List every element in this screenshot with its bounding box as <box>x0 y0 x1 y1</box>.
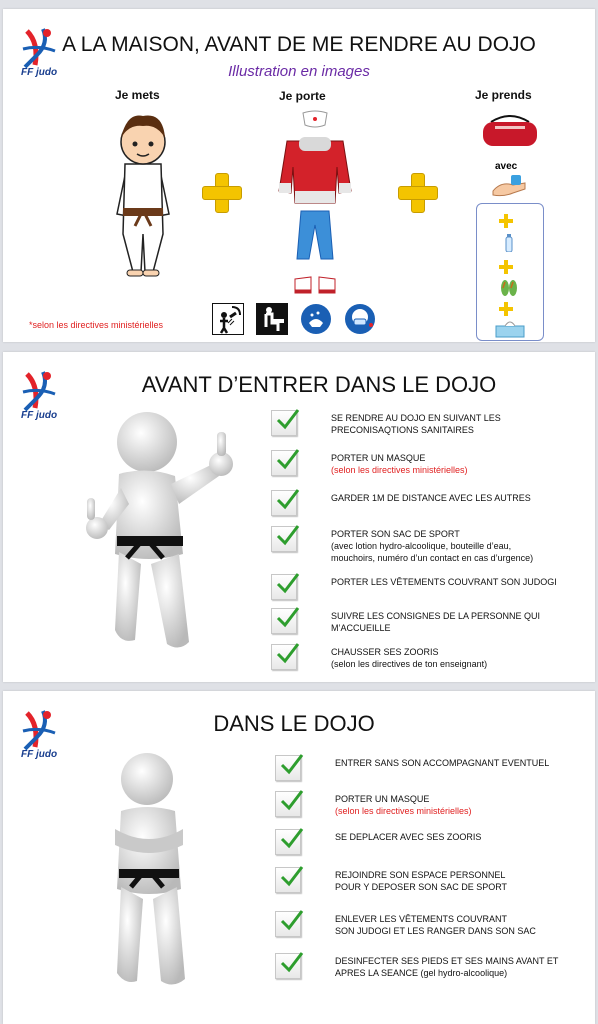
item-line: PORTER LES VÊTEMENTS COUVRANT SON JUDOGI <box>331 577 557 587</box>
page-title: A LA MAISON, AVANT DE ME RENDRE AU DOJO <box>62 33 536 56</box>
item-line: ENLEVER LES VÊTEMENTS COUVRANT <box>335 914 508 924</box>
plus-icon <box>398 173 438 213</box>
checkbox-checked-icon <box>275 911 301 937</box>
mask-face-icon <box>344 303 376 335</box>
item-line: SE RENDRE AU DOJO EN SUIVANT LES <box>331 413 501 423</box>
hand-gel-icon <box>491 173 527 199</box>
ffjudo-logo: FF judo <box>17 25 67 85</box>
zooris-sandals-icon <box>499 280 519 296</box>
checkbox-checked-icon <box>271 490 297 516</box>
checkbox-checked-icon <box>275 829 301 855</box>
checkbox-checked-icon <box>271 450 297 476</box>
item-line: ENTRER SANS SON ACCOMPAGNANT EVENTUEL <box>335 758 550 768</box>
checkbox-checked-icon <box>271 574 297 600</box>
col-header-mets: Je mets <box>115 88 160 102</box>
item-note-red: (selon les directives ministérielles) <box>335 806 472 816</box>
section-title: DANS LE DOJO <box>213 711 375 736</box>
item-line: PORTER SON SAC DE SPORT <box>331 529 460 539</box>
judoka-child-illustration <box>97 104 189 282</box>
checkbox-checked-icon <box>275 791 301 817</box>
items-to-take-box <box>476 203 544 341</box>
item-line: mouchoirs, numéro d’un contact en cas d’urgence) <box>331 553 534 563</box>
item-line: PRECONISAQTIONS SANITAIRES <box>331 425 474 435</box>
arms-crossed-figure <box>99 749 209 999</box>
checkbox-checked-icon <box>271 526 297 552</box>
plus-icon <box>202 173 242 213</box>
water-bottle-icon <box>505 234 513 252</box>
small-plus-icon <box>499 302 513 316</box>
checkbox-checked-icon <box>271 410 297 436</box>
item-line: SON JUDOGI ET LES RANGER DANS SON SAC <box>335 926 536 936</box>
item-line: SUIVRE LES CONSIGNES DE LA PERSONNE QUI <box>331 611 541 621</box>
col-header-prends: Je prends <box>475 88 532 102</box>
tissues-box-icon <box>495 318 525 338</box>
item-line: DESINFECTER SES PIEDS ET SES MAINS AVANT ET <box>335 956 559 966</box>
sports-bag-icon <box>481 112 539 148</box>
checkbox-checked-icon <box>275 867 301 893</box>
item-line: GARDER 1M DE DISTANCE AVEC LES AUTRES <box>331 493 531 503</box>
panel-in-dojo <box>3 691 595 1024</box>
ffjudo-logo: FF judo <box>17 707 67 767</box>
item-line: CHAUSSER SES ZOORIS <box>331 647 439 657</box>
label-avec: avec <box>495 161 518 172</box>
item-line: PORTER UN MASQUE <box>335 794 430 804</box>
item-line: APRES LA SEANCE (gel hydro-alcoolique) <box>335 968 508 978</box>
item-line: SE DEPLACER AVEC SES ZOORIS <box>335 832 482 842</box>
item-note-red: (selon les directives ministérielles) <box>331 465 468 475</box>
thumbs-up-figure <box>79 404 239 664</box>
item-line: (selon les directives de ton enseignant) <box>331 659 488 669</box>
shower-icon <box>212 303 244 335</box>
ffjudo-logo: FF judo <box>17 368 67 428</box>
subtitle: Illustration en images <box>228 63 370 80</box>
panel-home <box>3 9 595 342</box>
small-plus-icon <box>499 214 513 228</box>
item-line: POUR Y DEPOSER SON SAC DE SPORT <box>335 882 508 892</box>
col-header-porte: Je porte <box>279 89 326 103</box>
item-line: M’ACCUEILLE <box>331 623 391 633</box>
toilet-icon <box>256 303 288 335</box>
small-plus-icon <box>499 260 513 274</box>
item-line: PORTER UN MASQUE <box>331 453 426 463</box>
checkbox-checked-icon <box>271 644 297 670</box>
item-line: REJOINDRE SON ESPACE PERSONNEL <box>335 870 506 880</box>
ministerial-note: *selon les directives ministérielles <box>29 320 164 330</box>
clothing-illustration <box>265 107 365 307</box>
checkbox-checked-icon <box>271 608 297 634</box>
checkbox-checked-icon <box>275 953 301 979</box>
hand-wash-icon <box>300 303 332 335</box>
section-title: AVANT D’ENTRER DANS LE DOJO <box>141 372 497 397</box>
panel-before-entering <box>3 352 595 682</box>
item-line: (avec lotion hydro-alcoolique, bouteille d’eau, <box>331 541 512 551</box>
checkbox-checked-icon <box>275 755 301 781</box>
